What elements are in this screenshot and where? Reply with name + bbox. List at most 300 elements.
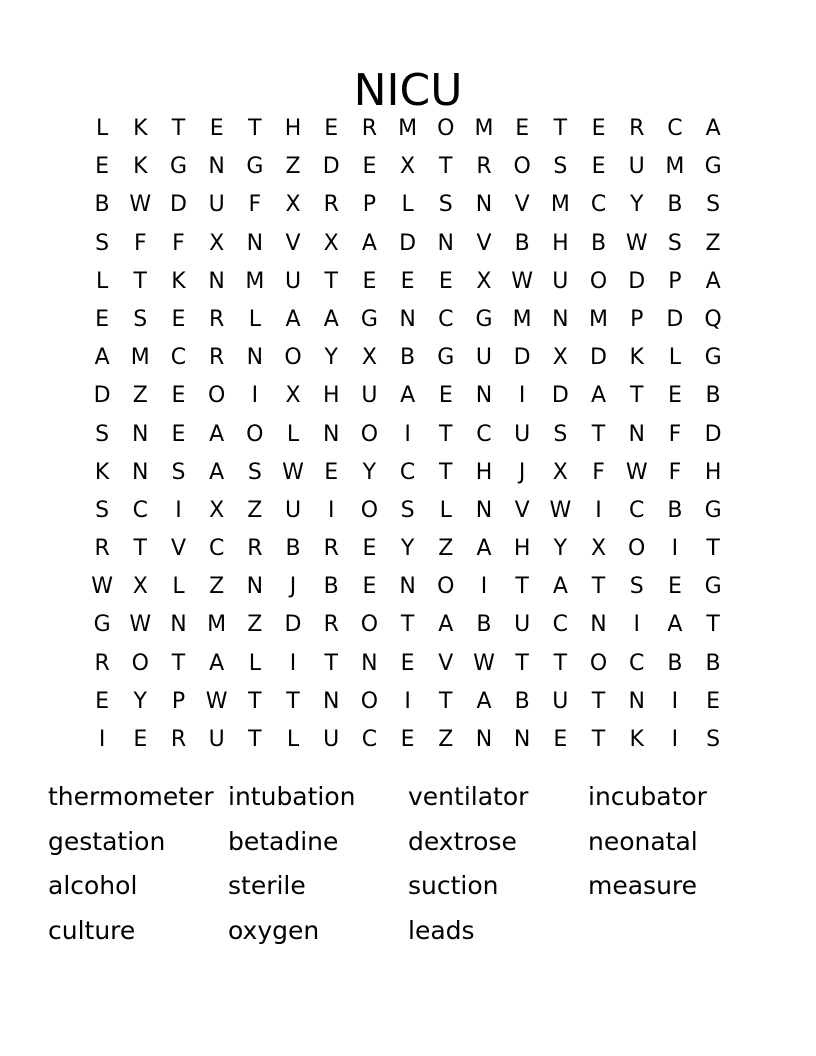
grid-letter: T xyxy=(324,650,338,676)
grid-row xyxy=(83,721,733,759)
grid-letter: D xyxy=(628,268,646,294)
grid-letter: D xyxy=(666,306,684,332)
grid-letter: V xyxy=(285,230,301,256)
grid-letter: X xyxy=(209,497,225,523)
grid-letter: U xyxy=(552,688,569,714)
grid-row xyxy=(83,683,733,721)
grid-letter: B xyxy=(400,345,416,371)
grid-letter: Z xyxy=(438,727,454,752)
grid-letter: S xyxy=(400,497,415,523)
grid-letter: E xyxy=(362,536,377,562)
grid-letter: A xyxy=(209,459,225,485)
grid-letter: A xyxy=(552,574,568,600)
grid-letter: I xyxy=(633,612,640,638)
grid-letter: K xyxy=(133,116,148,141)
word-bank-item: culture xyxy=(48,916,136,946)
grid-letter: M xyxy=(245,268,265,294)
grid-letter: F xyxy=(592,459,605,485)
grid-letter: E xyxy=(362,268,377,294)
grid-letter: T xyxy=(706,536,720,562)
grid-letter: R xyxy=(247,536,263,562)
grid-letter: Z xyxy=(132,383,148,409)
grid-letter: K xyxy=(171,268,186,294)
grid-letter: B xyxy=(705,650,721,676)
grid-letter: U xyxy=(628,154,645,180)
grid-letter: E xyxy=(438,268,453,294)
grid-letter: W xyxy=(549,497,572,523)
word-bank-item: gestation xyxy=(48,826,166,856)
grid-row xyxy=(83,186,733,224)
grid-letter: Z xyxy=(438,536,454,562)
grid-letter: W xyxy=(511,268,534,294)
grid-letter: I xyxy=(404,688,411,714)
grid-letter: L xyxy=(248,306,261,332)
grid-letter: V xyxy=(514,192,530,218)
grid-letter: T xyxy=(629,383,644,409)
grid-letter: C xyxy=(438,306,454,332)
grid-letter: V xyxy=(514,497,530,523)
grid-row xyxy=(83,530,733,568)
grid-letter: N xyxy=(361,650,378,676)
grid-row xyxy=(83,645,733,683)
grid-letter: L xyxy=(668,345,682,371)
grid-letter: B xyxy=(285,536,301,562)
grid-letter: F xyxy=(172,230,185,256)
grid-letter: L xyxy=(95,116,109,141)
grid-letter: T xyxy=(439,459,453,485)
grid-letter: E xyxy=(667,383,682,409)
grid-letter: I xyxy=(480,574,488,600)
grid-letter: K xyxy=(629,727,644,752)
grid-letter: H xyxy=(475,459,493,485)
grid-letter: E xyxy=(324,459,339,485)
grid-letter: Q xyxy=(704,306,722,332)
grid-letter: U xyxy=(284,268,302,294)
grid-letter: N xyxy=(322,421,340,447)
word-bank-item: sterile xyxy=(228,871,306,901)
grid-letter: R xyxy=(209,306,225,332)
grid-letter: Z xyxy=(209,574,225,600)
grid-letter: X xyxy=(285,192,301,218)
grid-letter: C xyxy=(590,192,607,218)
grid-letter: Z xyxy=(247,497,263,523)
grid-letter: A xyxy=(591,383,607,409)
grid-letter: I xyxy=(327,497,335,523)
grid-letter: M xyxy=(130,345,150,371)
grid-letter: S xyxy=(553,154,568,180)
grid-letter: E xyxy=(95,306,110,332)
grid-letter: D xyxy=(322,154,340,180)
grid-letter: X xyxy=(400,154,416,180)
grid-letter: C xyxy=(399,459,416,485)
grid-letter: S xyxy=(247,459,262,485)
grid-letter: T xyxy=(171,650,186,676)
grid-letter: E xyxy=(209,116,224,141)
grid-letter: N xyxy=(399,574,416,600)
grid-letter: A xyxy=(285,306,301,332)
grid-letter: U xyxy=(208,727,225,752)
grid-letter: N xyxy=(475,727,493,752)
grid-letter: L xyxy=(286,421,300,447)
grid-letter: I xyxy=(251,383,259,409)
grid-letter: D xyxy=(169,192,187,218)
grid-letter: T xyxy=(591,727,606,752)
grid-row xyxy=(83,301,733,339)
grid-letter: S xyxy=(667,230,682,256)
grid-letter: E xyxy=(553,727,568,752)
grid-letter: O xyxy=(513,154,531,180)
grid-letter: T xyxy=(553,650,568,676)
grid-letter: C xyxy=(208,536,225,562)
grid-letter: P xyxy=(362,192,377,218)
grid-letter: R xyxy=(94,536,110,562)
word-bank-item: alcohol xyxy=(48,871,138,901)
grid-letter: C xyxy=(132,497,148,523)
grid-letter: N xyxy=(590,612,607,638)
grid-letter: J xyxy=(518,459,526,485)
grid-letter: U xyxy=(284,497,302,523)
grid-letter: G xyxy=(704,574,722,600)
grid-letter: N xyxy=(437,230,455,256)
grid-letter: R xyxy=(629,116,645,141)
grid-letter: C xyxy=(667,116,683,141)
grid-letter: C xyxy=(476,421,492,447)
grid-letter: N xyxy=(628,688,645,714)
grid-letter: N xyxy=(628,421,645,447)
grid-letter: D xyxy=(93,383,111,409)
grid-row xyxy=(83,377,733,415)
grid-letter: D xyxy=(551,383,569,409)
grid-letter: G xyxy=(704,154,722,180)
grid-letter: E xyxy=(171,421,186,447)
grid-letter: E xyxy=(324,116,339,141)
grid-letter: R xyxy=(170,727,187,752)
grid-letter: N xyxy=(475,497,493,523)
grid-letter: X xyxy=(361,345,377,371)
grid-letter: S xyxy=(95,421,110,447)
grid-letter: R xyxy=(323,192,339,218)
grid-letter: S xyxy=(438,192,453,218)
grid-letter: W xyxy=(129,192,152,218)
word-bank xyxy=(48,775,768,954)
grid-letter: B xyxy=(514,688,530,714)
grid-letter: H xyxy=(704,459,722,485)
grid-letter: I xyxy=(175,497,182,523)
grid-letter: F xyxy=(248,192,262,218)
grid-letter: E xyxy=(400,650,415,676)
grid-letter: E xyxy=(706,688,721,714)
grid-letter: M xyxy=(398,116,418,141)
grid-letter: O xyxy=(207,383,226,409)
word-bank-item: intubation xyxy=(228,782,356,811)
grid-letter: L xyxy=(95,268,109,294)
grid-letter: G xyxy=(360,306,378,332)
grid-letter: N xyxy=(475,192,493,218)
grid-letter: I xyxy=(671,727,679,752)
grid-letter: K xyxy=(133,154,148,180)
grid-letter: O xyxy=(437,116,455,141)
grid-letter: T xyxy=(706,612,720,638)
grid-letter: Y xyxy=(133,688,147,714)
grid-letter: K xyxy=(94,459,110,485)
grid-letter: O xyxy=(284,345,302,371)
grid-letter: E xyxy=(171,383,186,409)
grid-letter: I xyxy=(404,421,411,447)
word-search-grid xyxy=(83,110,733,759)
grid-letter: D xyxy=(704,421,722,447)
grid-letter: B xyxy=(705,383,721,409)
grid-letter: G xyxy=(93,612,111,638)
grid-letter: S xyxy=(171,459,186,485)
grid-letter: E xyxy=(362,574,377,600)
grid-letter: S xyxy=(133,306,148,332)
grid-letter: D xyxy=(399,230,417,256)
grid-letter: V xyxy=(476,230,492,256)
word-bank-item: incubator xyxy=(588,782,707,811)
grid-letter: Y xyxy=(362,459,377,485)
grid-letter: O xyxy=(589,268,608,294)
grid-row xyxy=(83,454,733,492)
grid-letter: R xyxy=(323,536,339,562)
grid-letter: N xyxy=(399,306,416,332)
grid-letter: R xyxy=(209,345,225,371)
grid-letter: C xyxy=(629,497,645,523)
grid-letter: X xyxy=(476,268,492,294)
grid-letter: V xyxy=(170,536,186,562)
grid-letter: M xyxy=(589,306,609,332)
grid-letter: U xyxy=(323,727,340,752)
grid-letter: T xyxy=(248,727,262,752)
grid-letter: T xyxy=(286,688,300,714)
grid-letter: O xyxy=(437,574,455,600)
grid-letter: U xyxy=(208,192,225,218)
word-bank-item: suction xyxy=(408,871,499,901)
grid-letter: Z xyxy=(285,154,301,180)
grid-letter: D xyxy=(590,345,607,371)
grid-letter: M xyxy=(207,612,227,638)
grid-letter: M xyxy=(665,154,685,180)
grid-row xyxy=(83,492,733,530)
grid-letter: H xyxy=(513,536,531,562)
grid-letter: J xyxy=(289,574,297,600)
grid-letter: N xyxy=(246,574,264,600)
grid-letter: T xyxy=(248,116,262,141)
grid-letter: X xyxy=(132,574,148,600)
grid-letter: C xyxy=(170,345,187,371)
word-bank-item: betadine xyxy=(228,826,339,856)
grid-row xyxy=(83,606,733,644)
grid-letter: O xyxy=(360,612,379,638)
grid-letter: F xyxy=(668,421,682,447)
grid-letter: D xyxy=(513,345,531,371)
grid-letter: U xyxy=(552,268,569,294)
grid-letter: T xyxy=(591,688,606,714)
grid-letter: E xyxy=(171,306,186,332)
grid-letter: I xyxy=(289,650,297,676)
grid-letter: I xyxy=(595,497,602,523)
grid-letter: E xyxy=(133,727,148,752)
grid-letter: L xyxy=(286,727,300,752)
grid-letter: W xyxy=(625,459,648,485)
grid-letter: W xyxy=(129,612,152,638)
grid-letter: R xyxy=(361,116,378,141)
grid-letter: W xyxy=(91,574,113,600)
grid-letter: T xyxy=(591,574,606,600)
grid-letter: M xyxy=(474,116,494,141)
grid-letter: R xyxy=(323,612,339,638)
grid-letter: B xyxy=(94,192,110,218)
grid-row xyxy=(83,568,733,606)
grid-row xyxy=(83,263,733,301)
word-bank-item: neonatal xyxy=(588,826,698,856)
grid-letter: O xyxy=(360,421,379,447)
grid-letter: H xyxy=(322,383,340,409)
grid-letter: X xyxy=(323,230,339,256)
grid-letter: A xyxy=(705,268,721,294)
grid-letter: A xyxy=(209,650,225,676)
grid-letter: W xyxy=(205,688,228,714)
grid-letter: I xyxy=(671,688,679,714)
grid-letter: T xyxy=(133,536,147,562)
grid-letter: G xyxy=(246,154,264,180)
grid-letter: T xyxy=(515,650,529,676)
grid-letter: A xyxy=(476,688,492,714)
grid-letter: N xyxy=(322,688,340,714)
grid-letter: S xyxy=(553,421,568,447)
grid-letter: T xyxy=(400,612,415,638)
grid-letter: N xyxy=(552,306,569,332)
grid-letter: S xyxy=(95,230,110,256)
grid-letter: N xyxy=(513,727,531,752)
grid-letter: P xyxy=(630,306,644,332)
grid-letter: L xyxy=(248,650,261,676)
grid-letter: A xyxy=(705,116,721,141)
grid-letter: P xyxy=(171,688,186,714)
grid-letter: F xyxy=(133,230,147,256)
word-bank-item: leads xyxy=(408,916,475,946)
grid-letter: Z xyxy=(247,612,263,638)
grid-letter: C xyxy=(629,650,645,676)
grid-letter: O xyxy=(360,497,379,523)
word-bank-item: thermometer xyxy=(48,782,214,811)
grid-letter: S xyxy=(706,727,721,752)
grid-letter: O xyxy=(360,688,379,714)
grid-letter: E xyxy=(591,154,606,180)
grid-letter: F xyxy=(668,459,682,485)
grid-letter: N xyxy=(170,612,187,638)
grid-letter: S xyxy=(95,497,110,523)
grid-letter: N xyxy=(208,268,225,294)
grid-letter: G xyxy=(704,345,722,371)
grid-letter: E xyxy=(438,383,453,409)
grid-letter: G xyxy=(704,497,722,523)
grid-letter: O xyxy=(589,650,608,676)
grid-letter: Y xyxy=(400,536,415,562)
word-bank-item: ventilator xyxy=(408,782,529,811)
grid-letter: W xyxy=(625,230,648,256)
grid-letter: T xyxy=(553,116,568,141)
grid-letter: T xyxy=(439,154,453,180)
grid-letter: B xyxy=(667,497,683,523)
grid-letter: D xyxy=(284,612,302,638)
grid-letter: O xyxy=(246,421,264,447)
grid-letter: T xyxy=(324,268,338,294)
grid-letter: N xyxy=(208,154,225,180)
grid-letter: A xyxy=(476,536,492,562)
grid-letter: E xyxy=(591,116,606,141)
grid-letter: H xyxy=(552,230,569,256)
grid-letter: I xyxy=(98,727,106,752)
word-bank-item: oxygen xyxy=(228,916,320,946)
grid-letter: B xyxy=(476,612,492,638)
grid-letter: C xyxy=(552,612,569,638)
grid-letter: U xyxy=(514,612,531,638)
grid-letter: E xyxy=(667,574,682,600)
grid-letter: B xyxy=(514,230,530,256)
grid-letter: E xyxy=(400,268,415,294)
grid-letter: N xyxy=(132,459,149,485)
grid-letter: X xyxy=(552,459,568,485)
grid-letter: B xyxy=(667,650,683,676)
grid-letter: I xyxy=(671,536,679,562)
grid-letter: N xyxy=(246,230,264,256)
grid-letter: G xyxy=(169,154,187,180)
grid-letter: R xyxy=(94,650,110,676)
grid-letter: U xyxy=(475,345,493,371)
grid-letter: C xyxy=(361,727,378,752)
grid-letter: A xyxy=(94,345,110,371)
word-bank-item: dextrose xyxy=(408,826,517,856)
grid-letter: A xyxy=(667,612,683,638)
grid-letter: U xyxy=(514,421,531,447)
grid-letter: R xyxy=(476,154,492,180)
grid-row xyxy=(83,110,733,148)
grid-letter: H xyxy=(284,116,302,141)
grid-letter: K xyxy=(629,345,644,371)
grid-letter: I xyxy=(518,383,526,409)
grid-letter: A xyxy=(361,230,377,256)
grid-row xyxy=(83,339,733,377)
grid-letter: B xyxy=(590,230,607,256)
grid-letter: E xyxy=(400,727,415,752)
grid-letter: Y xyxy=(629,192,644,218)
grid-letter: X xyxy=(209,230,225,256)
grid-letter: Y xyxy=(324,345,338,371)
word-bank-item: measure xyxy=(588,871,698,901)
grid-letter: W xyxy=(282,459,304,485)
grid-letter: T xyxy=(439,421,453,447)
grid-letter: T xyxy=(515,574,529,600)
grid-letter: A xyxy=(323,306,339,332)
page-title: NICU xyxy=(353,65,463,117)
grid-letter: L xyxy=(172,574,185,600)
grid-letter: U xyxy=(361,383,378,409)
grid-letter: G xyxy=(437,345,455,371)
grid-letter: E xyxy=(95,688,110,714)
grid-row xyxy=(83,148,733,186)
grid-letter: N xyxy=(132,421,149,447)
grid-letter: M xyxy=(550,192,570,218)
grid-letter: V xyxy=(438,650,454,676)
grid-letter: T xyxy=(591,421,606,447)
grid-letter: L xyxy=(401,192,414,218)
grid-row xyxy=(83,416,733,454)
grid-letter: B xyxy=(667,192,683,218)
grid-letter: L xyxy=(439,497,452,523)
grid-letter: O xyxy=(628,536,646,562)
grid-letter: S xyxy=(706,192,721,218)
grid-letter: M xyxy=(512,306,532,332)
